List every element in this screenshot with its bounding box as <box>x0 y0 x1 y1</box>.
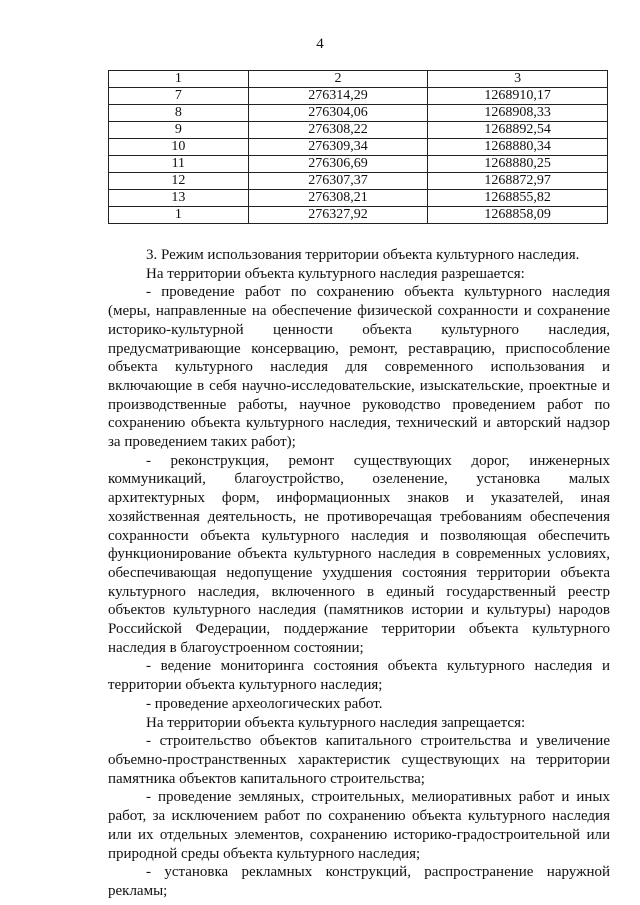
table-header-cell: 1 <box>109 71 249 88</box>
page-number: 4 <box>316 36 324 52</box>
table-cell: 13 <box>109 190 249 207</box>
table-row <box>109 173 608 190</box>
table-cell: 1268908,33 <box>428 105 608 122</box>
table-cell: 11 <box>109 156 249 173</box>
list-item: - строительство объектов капитального строительства и увеличение объемно-пространственных характеристик существующих на территории памятника объектов капитального строительства; <box>108 733 610 787</box>
table-cell: 1268855,82 <box>428 190 608 207</box>
table-cell: 276304,06 <box>248 105 428 122</box>
section-heading: 3. Режим использования территории объекта культурного наследия. <box>146 247 580 263</box>
table-row <box>109 190 608 207</box>
table-cell: 1268872,97 <box>428 173 608 190</box>
table-row <box>109 207 608 224</box>
table-cell: 8 <box>109 105 249 122</box>
table-cell: 1268910,17 <box>428 88 608 105</box>
table-cell: 1 <box>109 207 249 224</box>
coordinates-table <box>108 70 608 224</box>
list-item: - проведение работ по сохранению объекта культурного наследия (меры, направленные на обеспечение физической сохранности и сохранение историко-культурной ценности объекта культурного наследия, предусматривающие консервацию, ремонт, реставрацию, приспособление объекта культурного наследия для современного использования и включающие в себя научно-исследовательские, изыскательские, проектные и производственные работы, научное руководство проведением работ по сохранению объекта культурного наследия, технический и авторский надзор за проведением таких работ); <box>108 284 610 451</box>
list-item: - установка рекламных конструкций, распространение наружной рекламы; <box>108 864 610 899</box>
list-item: - реконструкция, ремонт существующих дорог, инженерных коммуникаций, благоустройство, озеленение, установка малых архитектурных форм, информационных знаков и указателей, иная хозяйственная деятельность, не противоречащая требованиям обеспечения сохранности объекта культурного наследия и позволяющая обеспечить функционирование объекта культурного наследия в современных условиях, обеспечивающая недопущение ухудшения состояния территории объекта культурного наследия, включенного в единый государственный реестр объектов культурного наследия (памятников истории и культуры) народов Российской Федерации, поддержание территории объекта культурного наследия в благоустроенном состоянии; <box>108 452 610 656</box>
table-cell: 1268880,25 <box>428 156 608 173</box>
table-cell: 12 <box>109 173 249 190</box>
table-cell: 276327,92 <box>248 207 428 224</box>
table-cell: 1268880,34 <box>428 139 608 156</box>
list-item: - ведение мониторинга состояния объекта культурного наследия и территории объекта культурного наследия; <box>108 658 610 694</box>
list-item: - проведение археологических работ. <box>146 695 383 712</box>
table-cell: 276307,37 <box>248 173 428 190</box>
paragraph: На территории объекта культурного наследия разрешается: <box>146 265 525 282</box>
table-cell: 276306,69 <box>248 156 428 173</box>
paragraph: На территории объекта культурного наследия запрещается: <box>146 714 526 731</box>
table-header-row <box>109 71 608 88</box>
table-row <box>109 88 608 105</box>
table-header-cell: 3 <box>428 71 608 88</box>
table-row <box>109 139 608 156</box>
table-row <box>109 122 608 139</box>
table-header-cell: 2 <box>248 71 428 88</box>
table-cell: 9 <box>109 122 249 139</box>
table-cell: 10 <box>109 139 249 156</box>
table-cell: 7 <box>109 88 249 105</box>
table-row <box>109 156 608 173</box>
table-cell: 276314,29 <box>248 88 428 105</box>
table-row <box>109 105 608 122</box>
table-cell: 1268892,54 <box>428 122 608 139</box>
list-item: - проведение земляных, строительных, мелиоративных работ и иных работ, за исключением работ по сохранению объекта культурного наследия или их отдельных элементов, сохранению историко-градостроительной или природной среды объекта культурного наследия; <box>108 789 610 862</box>
table-cell: 276308,21 <box>248 190 428 207</box>
table-cell: 276309,34 <box>248 139 428 156</box>
table-cell: 1268858,09 <box>428 207 608 224</box>
table-cell: 276308,22 <box>248 122 428 139</box>
document-body <box>108 246 610 901</box>
